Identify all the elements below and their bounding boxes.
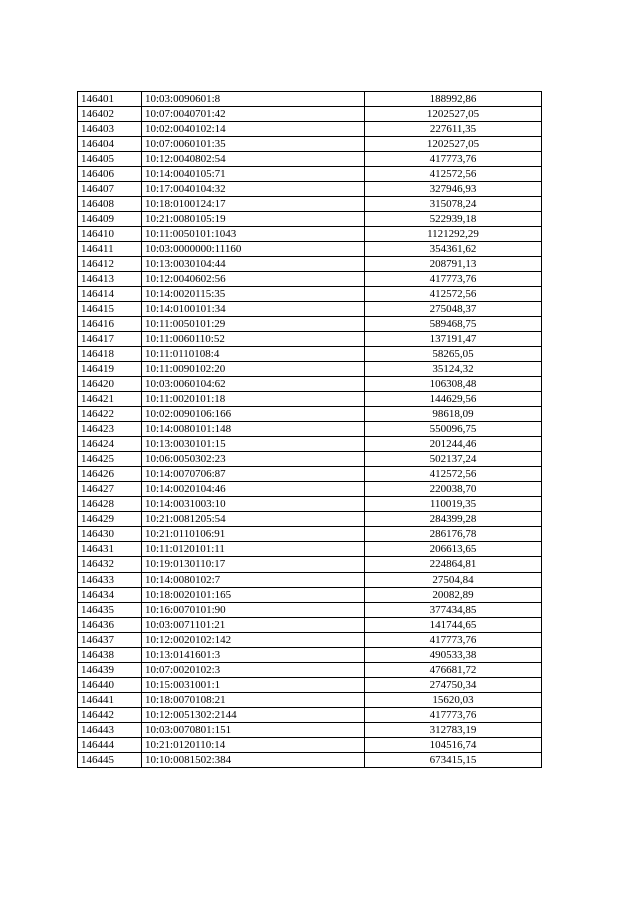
table-row [78, 317, 542, 332]
table-row [78, 632, 542, 647]
cadastral-number-cell: 10:11:0120101:11 [142, 542, 365, 557]
value-cell: 522939,18 [365, 212, 542, 227]
cadastral-number-cell: 10:14:0070706:87 [142, 467, 365, 482]
row-number-cell: 146429 [78, 512, 142, 527]
cadastral-number-cell: 10:07:0040701:42 [142, 107, 365, 122]
value-cell: 144629,56 [365, 392, 542, 407]
table-row [78, 617, 542, 632]
row-number-cell: 146434 [78, 587, 142, 602]
table-row [78, 392, 542, 407]
cadastral-number-cell: 10:13:0141601:3 [142, 647, 365, 662]
table-row [78, 572, 542, 587]
value-cell: 224864,81 [365, 557, 542, 572]
row-number-cell: 146444 [78, 737, 142, 752]
table-row [78, 467, 542, 482]
cadastral-number-cell: 10:14:0080101:148 [142, 422, 365, 437]
table-row [78, 662, 542, 677]
cadastral-number-cell: 10:14:0020104:46 [142, 482, 365, 497]
row-number-cell: 146442 [78, 707, 142, 722]
table-row [78, 677, 542, 692]
row-number-cell: 146413 [78, 272, 142, 287]
cadastral-number-cell: 10:21:0120110:14 [142, 737, 365, 752]
table-row [78, 197, 542, 212]
value-cell: 274750,34 [365, 677, 542, 692]
value-cell: 188992,86 [365, 92, 542, 107]
table-row [78, 737, 542, 752]
cadastral-number-cell: 10:02:0040102:14 [142, 122, 365, 137]
table-row [78, 122, 542, 137]
value-cell: 377434,85 [365, 602, 542, 617]
table-row [78, 557, 542, 572]
row-number-cell: 146410 [78, 227, 142, 242]
value-cell: 315078,24 [365, 197, 542, 212]
value-cell: 201244,46 [365, 437, 542, 452]
cadastral-number-cell: 10:11:0090102:20 [142, 362, 365, 377]
value-cell: 141744,65 [365, 617, 542, 632]
table-row [78, 107, 542, 122]
cadastral-number-cell: 10:11:0060110:52 [142, 332, 365, 347]
table-row [78, 692, 542, 707]
value-cell: 1121292,29 [365, 227, 542, 242]
value-cell: 417773,76 [365, 152, 542, 167]
table-row [78, 407, 542, 422]
row-number-cell: 146420 [78, 377, 142, 392]
table-row [78, 587, 542, 602]
row-number-cell: 146416 [78, 317, 142, 332]
table-body [78, 92, 542, 768]
table-row [78, 242, 542, 257]
value-cell: 417773,76 [365, 632, 542, 647]
value-cell: 206613,65 [365, 542, 542, 557]
value-cell: 412572,56 [365, 467, 542, 482]
cadastral-number-cell: 10:17:0040104:32 [142, 182, 365, 197]
table-row [78, 542, 542, 557]
value-cell: 412572,56 [365, 167, 542, 182]
row-number-cell: 146419 [78, 362, 142, 377]
cadastral-number-cell: 10:03:0071101:21 [142, 617, 365, 632]
value-cell: 476681,72 [365, 662, 542, 677]
table-row [78, 167, 542, 182]
cadastral-number-cell: 10:13:0030101:15 [142, 437, 365, 452]
table-row [78, 512, 542, 527]
value-cell: 417773,76 [365, 272, 542, 287]
value-cell: 98618,09 [365, 407, 542, 422]
row-number-cell: 146443 [78, 722, 142, 737]
table-row [78, 287, 542, 302]
table-row [78, 92, 542, 107]
cadastral-number-cell: 10:02:0090106:166 [142, 407, 365, 422]
table-row [78, 647, 542, 662]
cadastral-number-cell: 10:12:0020102:142 [142, 632, 365, 647]
table-row [78, 377, 542, 392]
cadastral-number-cell: 10:15:0031001:1 [142, 677, 365, 692]
cadastral-number-cell: 10:03:0090601:8 [142, 92, 365, 107]
row-number-cell: 146437 [78, 632, 142, 647]
table-row [78, 482, 542, 497]
value-cell: 550096,75 [365, 422, 542, 437]
value-cell: 20082,89 [365, 587, 542, 602]
row-number-cell: 146402 [78, 107, 142, 122]
row-number-cell: 146411 [78, 242, 142, 257]
cadastral-number-cell: 10:11:0110108:4 [142, 347, 365, 362]
cadastral-number-cell: 10:03:0070801:151 [142, 722, 365, 737]
value-cell: 312783,19 [365, 722, 542, 737]
value-cell: 275048,37 [365, 302, 542, 317]
row-number-cell: 146438 [78, 647, 142, 662]
table-row [78, 362, 542, 377]
cadastral-number-cell: 10:14:0040105:71 [142, 167, 365, 182]
cadastral-value-table [77, 91, 542, 768]
value-cell: 1202527,05 [365, 137, 542, 152]
row-number-cell: 146445 [78, 752, 142, 767]
table-row [78, 227, 542, 242]
row-number-cell: 146425 [78, 452, 142, 467]
table-row [78, 602, 542, 617]
value-cell: 417773,76 [365, 707, 542, 722]
cadastral-number-cell: 10:18:0100124:17 [142, 197, 365, 212]
value-cell: 58265,05 [365, 347, 542, 362]
row-number-cell: 146409 [78, 212, 142, 227]
cadastral-number-cell: 10:06:0050302:23 [142, 452, 365, 467]
table-row [78, 722, 542, 737]
value-cell: 673415,15 [365, 752, 542, 767]
value-cell: 1202527,05 [365, 107, 542, 122]
cadastral-number-cell: 10:19:0130110:17 [142, 557, 365, 572]
value-cell: 354361,62 [365, 242, 542, 257]
value-cell: 110019,35 [365, 497, 542, 512]
cadastral-number-cell: 10:11:0050101:29 [142, 317, 365, 332]
value-cell: 327946,93 [365, 182, 542, 197]
table-row [78, 182, 542, 197]
row-number-cell: 146412 [78, 257, 142, 272]
row-number-cell: 146440 [78, 677, 142, 692]
cadastral-number-cell: 10:16:0070101:90 [142, 602, 365, 617]
cadastral-number-cell: 10:21:0110106:91 [142, 527, 365, 542]
row-number-cell: 146414 [78, 287, 142, 302]
cadastral-number-cell: 10:03:0060104:62 [142, 377, 365, 392]
row-number-cell: 146404 [78, 137, 142, 152]
cadastral-number-cell: 10:18:0070108:21 [142, 692, 365, 707]
row-number-cell: 146435 [78, 602, 142, 617]
row-number-cell: 146441 [78, 692, 142, 707]
value-cell: 589468,75 [365, 317, 542, 332]
cadastral-number-cell: 10:03:0000000:11160 [142, 242, 365, 257]
row-number-cell: 146417 [78, 332, 142, 347]
value-cell: 35124,32 [365, 362, 542, 377]
table-row [78, 422, 542, 437]
table-row [78, 137, 542, 152]
row-number-cell: 146415 [78, 302, 142, 317]
cadastral-number-cell: 10:14:0100101:34 [142, 302, 365, 317]
row-number-cell: 146428 [78, 497, 142, 512]
value-cell: 220038,70 [365, 482, 542, 497]
table-row [78, 257, 542, 272]
table-row [78, 332, 542, 347]
value-cell: 15620,03 [365, 692, 542, 707]
table-row [78, 437, 542, 452]
cadastral-number-cell: 10:11:0020101:18 [142, 392, 365, 407]
row-number-cell: 146418 [78, 347, 142, 362]
table-row [78, 347, 542, 362]
row-number-cell: 146431 [78, 542, 142, 557]
cadastral-number-cell: 10:18:0020101:165 [142, 587, 365, 602]
row-number-cell: 146401 [78, 92, 142, 107]
table-row [78, 707, 542, 722]
value-cell: 227611,35 [365, 122, 542, 137]
cadastral-number-cell: 10:12:0040802:54 [142, 152, 365, 167]
table-row [78, 752, 542, 767]
row-number-cell: 146436 [78, 617, 142, 632]
cadastral-number-cell: 10:14:0031003:10 [142, 497, 365, 512]
cadastral-number-cell: 10:12:0040602:56 [142, 272, 365, 287]
value-cell: 490533,38 [365, 647, 542, 662]
value-cell: 286176,78 [365, 527, 542, 542]
row-number-cell: 146430 [78, 527, 142, 542]
table-row [78, 272, 542, 287]
value-cell: 106308,48 [365, 377, 542, 392]
value-cell: 137191,47 [365, 332, 542, 347]
table-row [78, 527, 542, 542]
cadastral-number-cell: 10:21:0081205:54 [142, 512, 365, 527]
row-number-cell: 146432 [78, 557, 142, 572]
row-number-cell: 146422 [78, 407, 142, 422]
value-cell: 284399,28 [365, 512, 542, 527]
value-cell: 412572,56 [365, 287, 542, 302]
cadastral-number-cell: 10:10:0081502:384 [142, 752, 365, 767]
cadastral-number-cell: 10:13:0030104:44 [142, 257, 365, 272]
cadastral-number-cell: 10:14:0020115:35 [142, 287, 365, 302]
cadastral-number-cell: 10:12:0051302:2144 [142, 707, 365, 722]
table-row [78, 302, 542, 317]
table-row [78, 212, 542, 227]
row-number-cell: 146424 [78, 437, 142, 452]
row-number-cell: 146439 [78, 662, 142, 677]
cadastral-number-cell: 10:11:0050101:1043 [142, 227, 365, 242]
value-cell: 27504,84 [365, 572, 542, 587]
cadastral-number-cell: 10:07:0060101:35 [142, 137, 365, 152]
row-number-cell: 146407 [78, 182, 142, 197]
value-cell: 502137,24 [365, 452, 542, 467]
table-row [78, 452, 542, 467]
row-number-cell: 146406 [78, 167, 142, 182]
cadastral-number-cell: 10:14:0080102:7 [142, 572, 365, 587]
row-number-cell: 146427 [78, 482, 142, 497]
table-row [78, 497, 542, 512]
table-row [78, 152, 542, 167]
row-number-cell: 146408 [78, 197, 142, 212]
row-number-cell: 146423 [78, 422, 142, 437]
row-number-cell: 146421 [78, 392, 142, 407]
row-number-cell: 146433 [78, 572, 142, 587]
cadastral-number-cell: 10:07:0020102:3 [142, 662, 365, 677]
value-cell: 104516,74 [365, 737, 542, 752]
cadastral-number-cell: 10:21:0080105:19 [142, 212, 365, 227]
row-number-cell: 146403 [78, 122, 142, 137]
row-number-cell: 146405 [78, 152, 142, 167]
value-cell: 208791,13 [365, 257, 542, 272]
row-number-cell: 146426 [78, 467, 142, 482]
